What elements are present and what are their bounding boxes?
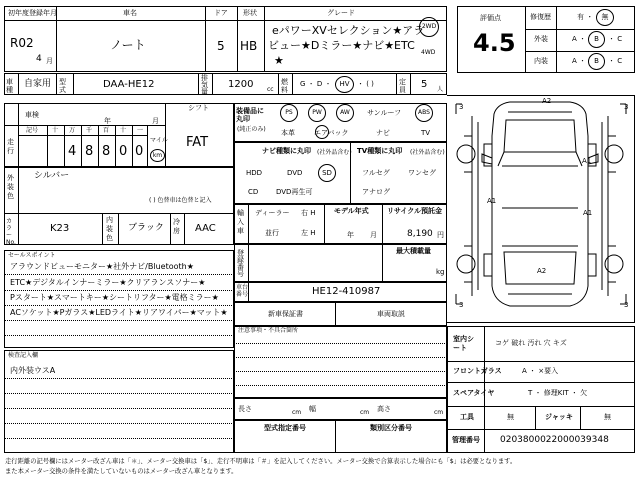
seat-damage-items: コゲ 破れ 汚れ 穴 キズ: [495, 339, 567, 347]
jack-label: ジャッキ: [545, 413, 573, 421]
notes-label: 注意事項・不具合箇所: [238, 327, 299, 334]
displacement-value: 1200: [228, 79, 254, 90]
exterior-score-a: A ・: [572, 35, 587, 43]
interior-seat-label: 室内シート: [453, 335, 474, 352]
sales-point-line: ETC★デジタルインナーミラー★クリアランスソナー★: [10, 278, 206, 287]
diagram-label-3-bl: 3: [459, 301, 464, 309]
footer-note-line1: 走行距離の記号欄にはメーター改ざん車は「＊」、メーター交換車は「$」、走行不明車は「＃」を記入してください。メーター交換で合算表示した場合にも「$」は必要となります。: [5, 458, 517, 465]
digit-header-one: 一: [137, 127, 144, 134]
diagram-label-3-tl: 3: [459, 103, 464, 111]
recycle-label: リサイクル預託金: [387, 207, 443, 215]
digit-header-hundred-thousand: 十: [52, 127, 59, 134]
repair-label: 修復歴: [530, 13, 551, 21]
spare-tire-items: T ・ 修理KIT ・ 欠: [528, 389, 588, 397]
navi-dvd: DVD: [287, 169, 303, 177]
tv-fullseg: フルセグ: [362, 169, 390, 177]
type-designation-label: 型式指定番号: [264, 424, 306, 432]
equip-aw-circled: AW: [336, 104, 354, 122]
digit-header-symbol: 記号: [26, 127, 39, 134]
chassis-label: 車台番号: [236, 284, 249, 298]
first-reg-month: 4: [36, 54, 42, 64]
grade-label: グレード: [327, 9, 355, 17]
grade-line3: ★: [274, 54, 284, 67]
displacement-label: 排気量: [201, 74, 208, 96]
equip-airbag: エアバック: [314, 129, 349, 137]
management-number-value: 020380002200003934​8: [500, 435, 609, 445]
navi-cd: CD: [248, 188, 259, 196]
notes-box: [234, 326, 447, 398]
shape-label: 形状: [243, 9, 257, 17]
windshield-items: A ・ ×要入: [522, 367, 559, 375]
inspection-label: 車検: [25, 111, 39, 119]
diagram-label-a1-left: A1: [487, 197, 497, 205]
import-right-hand: 右 H: [301, 209, 316, 217]
diagram-label-a1-right: A1: [583, 209, 593, 217]
navi-hdd: HDD: [246, 169, 263, 177]
digit-header-ten-thousand: 万: [69, 127, 76, 134]
category-number-label: 類別区分番号: [370, 424, 412, 432]
mile-label: マイル: [150, 137, 168, 144]
mileage-digit: 8: [102, 144, 111, 159]
model-year-unit: 年: [347, 231, 354, 239]
equipment-sublabel: (純正のみ): [237, 126, 266, 133]
length-label: 長さ: [238, 405, 252, 413]
exterior-score-c: ・ C: [608, 35, 623, 43]
equip-pw-circled: PW: [308, 104, 326, 122]
person-unit: 人: [437, 86, 444, 93]
interior-score-b-circled: B: [588, 53, 605, 70]
footer-note-line2: また本メーター交換の条件を満たしていないものはメーター改ざん車となります。: [5, 468, 238, 475]
digit-header-ten: 十: [120, 127, 127, 134]
ac-label: 冷房: [173, 218, 180, 235]
sales-point-line: ACソケット★Pガラス★LEDライト★リアワイパー★マット★: [10, 308, 228, 317]
class-label: 車種: [6, 78, 13, 94]
vehicle-manual: 車両取説: [377, 310, 405, 318]
tools-label: 工具: [460, 413, 474, 421]
model-year-label: モデル年式: [334, 207, 369, 215]
car-damage-diagram: [448, 96, 634, 322]
import-parallel: 並行: [265, 229, 279, 237]
exterior-color-value: シルバー: [34, 171, 70, 181]
equipment-label: 装備品に丸印: [236, 107, 264, 123]
tv-oneseg: ワンセグ: [408, 169, 436, 177]
exterior-color-label: 外装色: [7, 174, 14, 200]
exterior-score-label: 外装: [534, 35, 548, 43]
sales-points-label: セールスポイント: [8, 252, 56, 259]
interior-score-a: A ・: [572, 57, 587, 65]
interior-color-label: 内装色: [106, 216, 113, 242]
color-change-note: ( ) 色替車は色替と記入: [149, 197, 212, 204]
score-value: 4.5: [473, 29, 516, 57]
grade-line1: eパワーXVセレクション★アラ: [272, 24, 425, 37]
plate-label: 登録番号: [237, 249, 244, 278]
cc-unit: cc: [267, 86, 274, 93]
car-name: ノート: [110, 38, 146, 52]
inspection-month-unit: 月: [152, 117, 159, 125]
score-label: 評価点: [480, 14, 501, 22]
equip-sunroof: サンルーフ: [367, 109, 402, 117]
car-name-label: 車名: [123, 9, 137, 17]
door-label: ドア: [214, 9, 228, 17]
sales-point-line: Pスタート★スマートキー★シートリフター★電格ミラー★: [10, 293, 219, 302]
tv-type-sublabel: (社外品含む): [410, 149, 445, 156]
diagram-label-a2-top: A2: [542, 97, 552, 105]
digit-header-thousand: 千: [86, 127, 93, 134]
capacity-label: 定員: [399, 78, 406, 94]
mileage-digit: 4: [68, 144, 77, 159]
interior-color-value: ブラック: [128, 223, 164, 233]
import-left-hand: 左 H: [301, 229, 316, 237]
shift-label: シフト: [188, 104, 209, 112]
width-label: 幅: [309, 405, 316, 413]
windshield-label: フロントガラス: [453, 367, 502, 375]
navi-type-label: ナビ種類に丸印: [262, 147, 311, 155]
equip-airbag-circle: [315, 125, 329, 139]
fuel-label: 燃料: [281, 78, 288, 94]
dimensions-box: [234, 398, 447, 420]
width-cm: cm: [360, 409, 370, 416]
drive-4wd: 4WD: [421, 49, 436, 56]
max-load-kg: kg: [436, 268, 445, 276]
digit-header-hundred: 百: [103, 127, 110, 134]
repair-options: 有 ・: [577, 13, 594, 21]
spare-tire-label: スペアタイヤ: [453, 389, 495, 397]
model-label: 型式: [59, 78, 66, 94]
fuel-options: G ・ D ・: [300, 80, 332, 88]
diagram-label-a1-front: A1: [582, 157, 592, 165]
shift-value: FAT: [186, 135, 209, 150]
sales-point-line: アラウンドビューモニター★社外ナビ/Bluetooth★: [10, 262, 194, 271]
first-reg-year: R02: [10, 36, 34, 50]
tools-value: 無: [507, 413, 514, 421]
inspector-report-line: 内外装ウスA: [10, 366, 56, 375]
navi-dvd-play: DVD再生可: [276, 188, 313, 196]
fuel-hv-circled: HV: [335, 76, 354, 93]
recycle-value: 8,190: [407, 229, 433, 239]
shape: HB: [240, 39, 258, 53]
fuel-other: ・ ( ): [357, 80, 374, 88]
tv-analog: アナログ: [362, 188, 390, 196]
interior-score-label: 内装: [534, 57, 548, 65]
km-circled: km: [150, 149, 165, 162]
max-load-label: 最大積載量: [396, 247, 431, 255]
equip-ps-circled: PS: [280, 104, 298, 122]
mileage-digit: 0: [119, 144, 128, 159]
diagram-label-a2-bottom: A2: [537, 267, 547, 275]
interior-score-c: ・ C: [608, 57, 623, 65]
first-reg-label: 初年度登録年月: [8, 9, 57, 17]
ac-value: AAC: [195, 223, 216, 234]
row2-table: [4, 73, 447, 95]
navi-type-sublabel: (社外品含む): [317, 149, 352, 156]
navi-sd-circled: SD: [318, 164, 336, 182]
chassis-value: HE12-410987: [312, 286, 381, 297]
doors: 5: [217, 39, 225, 53]
grade-line2: ビュー★Dミラー★ナビ★ETC: [268, 39, 415, 52]
management-number-label: 管理番号: [452, 436, 480, 444]
model-value: DAA-HE12: [103, 79, 155, 90]
color-no-label: カラーNo.: [6, 218, 16, 246]
import-dealer: ディーラー: [255, 209, 290, 217]
equip-navi: ナビ: [376, 129, 390, 137]
height-cm: cm: [434, 409, 444, 416]
model-month-unit: 月: [370, 231, 377, 239]
mileage-digit: 8: [85, 144, 94, 159]
color-no-value: K23: [50, 223, 70, 234]
length-cm: cm: [292, 409, 302, 416]
height-label: 高さ: [377, 405, 391, 413]
mileage-digit: 0: [135, 144, 144, 159]
diagram-label-3-tr: 3: [624, 103, 629, 111]
month-unit: 月: [46, 57, 53, 65]
equip-leather: 本革: [281, 129, 295, 137]
repair-none-circled: 無: [596, 9, 614, 26]
mileage-label: 走行: [7, 138, 14, 155]
equip-abs-circled: ABS: [415, 104, 433, 122]
jack-value: 無: [604, 413, 611, 421]
inspector-report-label: 検査記入欄: [8, 352, 39, 359]
tv-type-label: TV種類に丸印: [357, 147, 403, 155]
inspection-year-unit: 年: [104, 117, 111, 125]
import-label: 輸入車: [237, 209, 244, 235]
new-car-warranty: 新車保証書: [268, 310, 303, 318]
booklets-box: [234, 302, 447, 326]
capacity-value: 5: [421, 79, 428, 90]
exterior-score-b-circled: B: [588, 31, 605, 48]
use-value: 自家用: [24, 79, 52, 89]
equip-tv: TV: [421, 129, 431, 137]
recycle-yen: 円: [437, 231, 444, 239]
diagram-label-3-br: 3: [624, 301, 629, 309]
drive-2wd-circled: 2WD: [419, 17, 439, 37]
